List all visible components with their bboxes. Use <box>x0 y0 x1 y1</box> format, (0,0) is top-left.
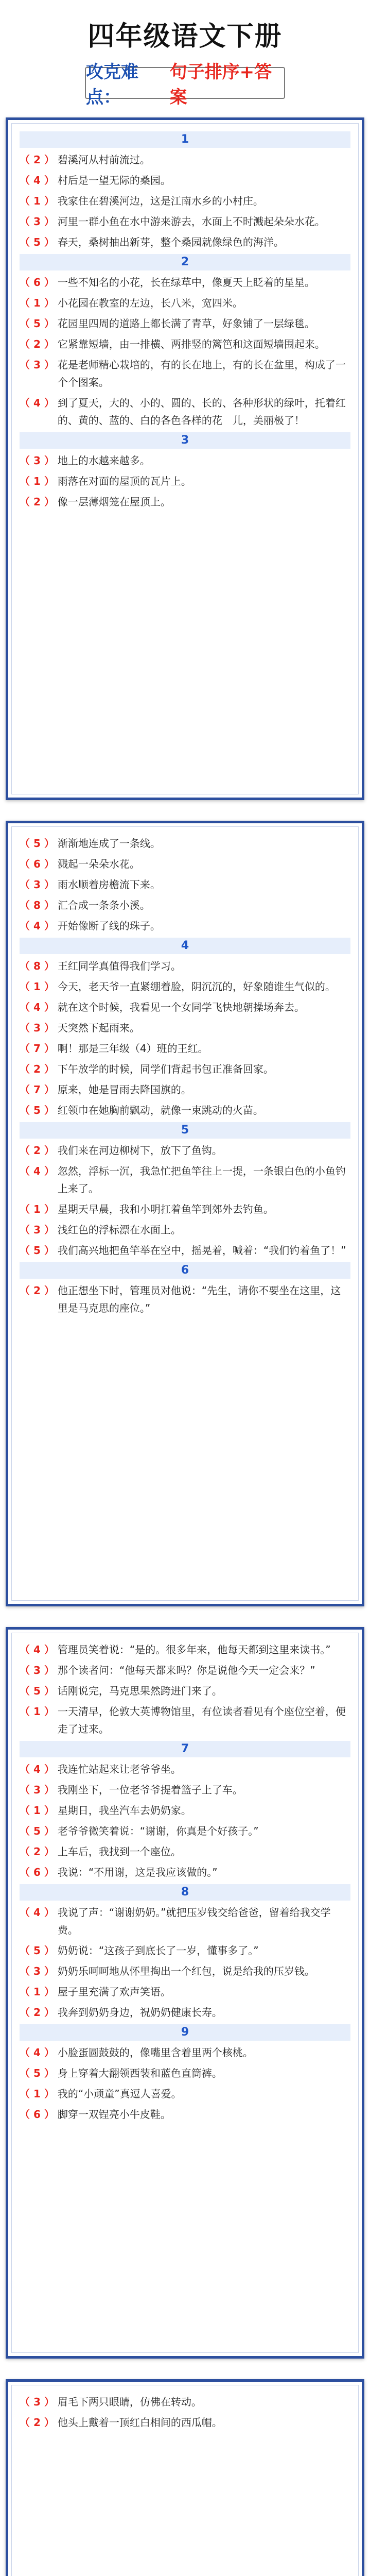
paren-close: ） <box>40 1705 55 1718</box>
paren-open: （ <box>20 1001 33 1013</box>
paren-close: ） <box>40 1906 55 1919</box>
sentence-text: 屋子里充满了欢声笑语。 <box>57 1986 171 1998</box>
paren-open: （ <box>20 1986 33 1998</box>
order-number: 3 <box>33 215 41 228</box>
paren-open: （ <box>20 837 33 850</box>
paren-open: （ <box>20 878 33 891</box>
paren-close: ） <box>40 297 55 309</box>
paren-close: ） <box>40 454 55 467</box>
paren-open: （ <box>20 1845 33 1858</box>
paren-open: （ <box>20 2006 33 2019</box>
order-number: 3 <box>33 2396 41 2408</box>
paren-open: （ <box>20 195 33 207</box>
paren-open: （ <box>20 1944 33 1957</box>
sentence-text: 脚穿一双锃亮小牛皮鞋。 <box>57 2108 171 2121</box>
order-number: 1 <box>33 297 41 309</box>
order-number: 1 <box>33 1986 41 1998</box>
order-number: 2 <box>33 2006 41 2019</box>
paren-open: （ <box>20 1825 33 1837</box>
sentence-text: 浅红色的浮标漂在水面上。 <box>57 1224 181 1236</box>
paren-close: ） <box>40 1284 55 1297</box>
order-number: 4 <box>33 1165 41 1177</box>
order-number: 7 <box>33 1083 41 1096</box>
order-number: 1 <box>33 195 41 207</box>
sentence-text: 小花园在教室的左边，长八米，宽四米。 <box>57 297 243 309</box>
paren-open: （ <box>20 1284 33 1297</box>
sentence-text: 下午放学的时候，同学们背起书包正准备回家。 <box>57 1063 274 1075</box>
sentence-text: 今天，老天爷一直紧绷着脸，阴沉沉的，好象随谁生气似的。 <box>57 980 336 993</box>
paren-open: （ <box>20 276 33 289</box>
sentence-text: 天突然下起雨来。 <box>57 1022 140 1034</box>
paren-open: （ <box>20 2088 33 2100</box>
paren-close: ） <box>40 397 55 409</box>
sentence-text: 那个读者问：“他每天都来吗？你是说他今天一定会来？” <box>57 1664 315 1676</box>
sentence-text: 我家住在碧溪河边，这是江南水乡的小村庄。 <box>57 195 263 207</box>
section-number: 2 <box>20 254 350 270</box>
paren-close: ） <box>40 1104 55 1116</box>
sentence-text: 河里一群小鱼在水中游来游去，水面上不时溅起朵朵水花。 <box>57 215 325 228</box>
sentence-text: 开始像断了线的珠子。 <box>57 920 161 932</box>
paren-open: （ <box>20 2416 33 2429</box>
sentence-text: 雨落在对面的屋顶的瓦片上。 <box>57 475 191 487</box>
paren-open: （ <box>20 1784 33 1796</box>
paren-open: （ <box>20 858 33 870</box>
paren-close: ） <box>40 1986 55 1998</box>
order-number: 1 <box>33 2088 41 2100</box>
paren-close: ） <box>40 1144 55 1157</box>
sentence-text: 啊！那是三年级（4）班的王红。 <box>57 1042 208 1055</box>
paren-open: （ <box>20 1042 33 1055</box>
order-number: 3 <box>33 454 41 467</box>
paren-open: （ <box>20 359 33 371</box>
section-number: 9 <box>20 2024 350 2041</box>
paren-close: ） <box>40 1643 55 1656</box>
paren-close: ） <box>40 1664 55 1676</box>
paren-close: ） <box>40 496 55 508</box>
sentence-text: 像一层薄烟笼在屋顶上。 <box>57 496 171 508</box>
sentence-text: 小脸蛋圆鼓鼓的，像嘴里含着里两个核桃。 <box>57 2046 253 2059</box>
paren-open: （ <box>20 1224 33 1236</box>
order-number: 5 <box>33 1104 41 1116</box>
paren-open: （ <box>20 1965 33 1977</box>
paren-close: ） <box>40 1224 55 1236</box>
paren-close: ） <box>40 276 55 289</box>
sentence-text: 春天，桑树抽出新芽，整个桑园就像绿色的海洋。 <box>57 236 284 248</box>
paren-open: （ <box>20 154 33 166</box>
sentence-text: 管理员笑着说：“是的。很多年来，他每天都到这里来读书。” <box>57 1643 331 1656</box>
paren-close: ） <box>40 174 55 187</box>
paren-close: ） <box>40 359 55 371</box>
paren-open: （ <box>20 1203 33 1215</box>
sentence-text: 星期日，我坐汽车去奶奶家。 <box>57 1804 191 1817</box>
paren-close: ） <box>40 2067 55 2079</box>
sentence-text: 就在这个时候，我看见一个女同学飞快地朝操场奔去。 <box>57 1001 305 1013</box>
section-number: 5 <box>20 1122 350 1139</box>
paren-close: ） <box>40 2416 55 2429</box>
sentence-text: 话刚说完，马克思果然跨进门来了。 <box>57 1685 222 1697</box>
paren-close: ） <box>40 2108 55 2121</box>
paren-close: ） <box>40 1001 55 1013</box>
paren-open: （ <box>20 1104 33 1116</box>
section-number: 6 <box>20 1262 350 1279</box>
paren-close: ） <box>40 1083 55 1096</box>
sentence-text: 星期天早晨，我和小明扛着鱼竿到郊外去钓鱼。 <box>57 1203 274 1215</box>
paren-open: （ <box>20 1906 33 1919</box>
order-number: 4 <box>33 397 41 409</box>
sentence-text: 我刚坐下，一位老爷爷提着篮子上了车。 <box>57 1784 243 1796</box>
order-number: 2 <box>33 338 41 350</box>
paren-open: （ <box>20 174 33 187</box>
paren-close: ） <box>40 1203 55 1215</box>
answer-panel-4 <box>6 2379 364 2576</box>
paren-close: ） <box>40 1063 55 1075</box>
order-number: 1 <box>33 1203 41 1215</box>
sentence-text: 上车后，我找到一个座位。 <box>57 1845 181 1858</box>
order-number: 3 <box>33 1664 41 1676</box>
subtitle-prefix: 攻克难点： <box>86 62 138 108</box>
order-number: 5 <box>33 2067 41 2079</box>
sentence-text: 花是老师精心栽培的，有的长在地上，有的长在盆里，构成了一个个图案。 <box>57 359 346 388</box>
paren-close: ） <box>40 920 55 932</box>
sentence-text: 他正想坐下时，管理员对他说：“先生，请你不要坐在这里，这里是马克思的座位。” <box>57 1284 341 1314</box>
paren-close: ） <box>40 2006 55 2019</box>
order-number: 5 <box>33 317 41 330</box>
sentence-text: 地上的水越来越多。 <box>57 454 150 467</box>
paren-open: （ <box>20 454 33 467</box>
order-number: 6 <box>33 1866 41 1878</box>
paren-close: ） <box>40 1965 55 1977</box>
order-number: 2 <box>33 154 41 166</box>
paren-close: ） <box>40 1763 55 1775</box>
paren-close: ） <box>40 2396 55 2408</box>
order-number: 3 <box>33 1965 41 1977</box>
subtitle-box <box>85 62 285 108</box>
paren-open: （ <box>20 980 33 993</box>
paren-open: （ <box>20 2108 33 2121</box>
paren-close: ） <box>40 1784 55 1796</box>
answer-panel-3 <box>6 1627 364 2359</box>
paren-open: （ <box>20 1866 33 1878</box>
sentence-text: 红领巾在她胸前飘动，就像一束跳动的火苗。 <box>57 1104 263 1116</box>
panel-inner-border <box>11 123 359 794</box>
paren-close: ） <box>40 1042 55 1055</box>
sentence-text: 我说了声：“谢谢奶奶。”就把压岁钱交给爸爸，留着给我交学费。 <box>57 1906 331 1936</box>
answer-panel-2 <box>6 821 364 1606</box>
paren-close: ） <box>40 1685 55 1697</box>
panel-inner-border <box>11 826 359 1601</box>
sentence-text: 身上穿着大翻领西装和蓝色直筒裤。 <box>57 2067 222 2079</box>
order-number: 3 <box>33 1784 41 1796</box>
paren-close: ） <box>40 215 55 228</box>
answer-panel-1 <box>6 117 364 800</box>
paren-open: （ <box>20 1083 33 1096</box>
paren-open: （ <box>20 236 33 248</box>
order-number: 4 <box>33 2046 41 2059</box>
order-number: 1 <box>33 475 41 487</box>
sentence-text: 老爷爷微笑着说：“谢谢，你真是个好孩子。” <box>57 1825 259 1837</box>
paren-open: （ <box>20 496 33 508</box>
sentence-text: 村后是一望无际的桑园。 <box>57 174 171 187</box>
paren-close: ） <box>40 236 55 248</box>
order-number: 4 <box>33 1906 41 1919</box>
paren-close: ） <box>40 475 55 487</box>
paren-close: ） <box>40 154 55 166</box>
order-number: 7 <box>33 1042 41 1055</box>
sentence-text: 一些不知名的小花，长在绿草中，像夏天上眨着的星星。 <box>57 276 315 289</box>
paren-open: （ <box>20 1664 33 1676</box>
paren-close: ） <box>40 1244 55 1257</box>
order-number: 4 <box>33 1643 41 1656</box>
paren-open: （ <box>20 899 33 911</box>
paren-open: （ <box>20 1763 33 1775</box>
sentence-text: 忽然，浮标一沉，我急忙把鱼竿往上一提，一条银白色的小鱼钓上来了。 <box>57 1165 346 1195</box>
paren-open: （ <box>20 1643 33 1656</box>
paren-close: ） <box>40 1866 55 1878</box>
paren-open: （ <box>20 2396 33 2408</box>
paren-open: （ <box>20 2046 33 2059</box>
paren-open: （ <box>20 1244 33 1257</box>
sentence-text: 我连忙站起来让老爷爷坐。 <box>57 1763 181 1775</box>
paren-close: ） <box>40 878 55 891</box>
order-number: 8 <box>33 960 41 972</box>
order-number: 2 <box>33 1144 41 1157</box>
paren-close: ） <box>40 960 55 972</box>
sentence-text: 到了夏天，大的、小的、圆的、长的、各种形状的绿叶，托着红的、黄的、蓝的、白的各色各样的花 儿，美丽极了！ <box>57 397 346 427</box>
panel-inner-border <box>11 1633 359 2353</box>
paren-close: ） <box>40 2088 55 2100</box>
sentence-text: 王红同学真值得我们学习。 <box>57 960 181 972</box>
sentence-text: 奶奶乐呵呵地从怀里掏出一个红包，说是给我的压岁钱。 <box>57 1965 315 1977</box>
order-number: 8 <box>33 899 41 911</box>
order-number: 5 <box>33 837 41 850</box>
paren-open: （ <box>20 1022 33 1034</box>
paren-close: ） <box>40 980 55 993</box>
sentence-text: 碧溪河从村前流过。 <box>57 154 150 166</box>
order-number: 4 <box>33 920 41 932</box>
sentence-text: 奶奶说：“这孩子到底长了一岁，懂事多了。” <box>57 1944 259 1957</box>
order-number: 4 <box>33 1763 41 1775</box>
section-number: 1 <box>20 131 350 148</box>
order-number: 5 <box>33 1244 41 1257</box>
sentence-text: 一天清早，伦敦大英博物馆里，有位读者看见有个座位空着，便走了过来。 <box>57 1705 346 1735</box>
order-number: 2 <box>33 496 41 508</box>
paren-close: ） <box>40 1022 55 1034</box>
sentence-text: 眉毛下两只眼睛，仿佛在转动。 <box>57 2396 202 2408</box>
sentence-text: 我们来在河边柳树下，放下了鱼钩。 <box>57 1144 222 1157</box>
section-number: 4 <box>20 938 350 954</box>
order-number: 2 <box>33 1063 41 1075</box>
order-number: 6 <box>33 2108 41 2121</box>
paren-close: ） <box>40 1804 55 1817</box>
sentence-text: 溅起一朵朵水花。 <box>57 858 140 870</box>
order-number: 4 <box>33 1001 41 1013</box>
sentence-text: 雨水顺着房檐流下来。 <box>57 878 161 891</box>
sentence-text: 我奔到奶奶身边，祝奶奶健康长寿。 <box>57 2006 222 2019</box>
order-number: 4 <box>33 174 41 187</box>
paren-close: ） <box>40 195 55 207</box>
order-number: 1 <box>33 1804 41 1817</box>
order-number: 3 <box>33 878 41 891</box>
sentence-text: 渐渐地连成了一条线。 <box>57 837 161 850</box>
paren-close: ） <box>40 317 55 330</box>
paren-open: （ <box>20 317 33 330</box>
order-number: 5 <box>33 1685 41 1697</box>
paren-open: （ <box>20 215 33 228</box>
paren-open: （ <box>20 397 33 409</box>
page-title: 四年级语文下册 <box>87 21 283 52</box>
sentence-text: 他头上戴着一顶红白相间的西瓜帽。 <box>57 2416 222 2429</box>
paren-open: （ <box>20 920 33 932</box>
paren-open: （ <box>20 1165 33 1177</box>
sentence-text: 我说：“不用谢，这是我应该做的。” <box>57 1866 218 1878</box>
paren-close: ） <box>40 1165 55 1177</box>
order-number: 2 <box>33 1845 41 1858</box>
paren-close: ） <box>40 837 55 850</box>
section-number: 8 <box>20 1884 350 1901</box>
paren-close: ） <box>40 1825 55 1837</box>
subtitle-suffix: 句子排序+答案 <box>169 62 272 108</box>
order-number: 2 <box>33 1284 41 1297</box>
paren-open: （ <box>20 960 33 972</box>
sentence-text: 原来，她是冒雨去降国旗的。 <box>57 1083 191 1096</box>
paren-open: （ <box>20 1685 33 1697</box>
paren-open: （ <box>20 2067 33 2079</box>
paren-open: （ <box>20 338 33 350</box>
paren-close: ） <box>40 1845 55 1858</box>
paren-close: ） <box>40 1944 55 1957</box>
order-number: 5 <box>33 1944 41 1957</box>
order-number: 5 <box>33 1825 41 1837</box>
paren-open: （ <box>20 1063 33 1075</box>
paren-open: （ <box>20 297 33 309</box>
order-number: 5 <box>33 236 41 248</box>
order-number: 2 <box>33 2416 41 2429</box>
sentence-text: 我们高兴地把鱼竿举在空中，摇晃着，喊着：“我们钓着鱼了！” <box>57 1244 346 1257</box>
sentence-text: 汇合成一条条小溪。 <box>57 899 150 911</box>
paren-open: （ <box>20 1705 33 1718</box>
header <box>0 0 370 118</box>
order-number: 1 <box>33 1705 41 1718</box>
order-number: 6 <box>33 858 41 870</box>
sentence-text: 花园里四周的道路上都长满了青草，好象铺了一层绿毯。 <box>57 317 315 330</box>
paren-close: ） <box>40 899 55 911</box>
panel-inner-border <box>11 2385 359 2576</box>
order-number: 3 <box>33 1224 41 1236</box>
paren-close: ） <box>40 858 55 870</box>
paren-open: （ <box>20 1144 33 1157</box>
section-number: 3 <box>20 432 350 449</box>
paren-close: ） <box>40 2046 55 2059</box>
sentence-text: 我的“小顽童”真逗人喜爱。 <box>57 2088 182 2100</box>
order-number: 3 <box>33 359 41 371</box>
paren-open: （ <box>20 1804 33 1817</box>
order-number: 6 <box>33 276 41 289</box>
section-number: 7 <box>20 1741 350 1757</box>
paren-open: （ <box>20 475 33 487</box>
sentence-text: 它紧靠短墙，由一排横、两排竖的篱笆和这面短墙围起来。 <box>57 338 325 350</box>
order-number: 1 <box>33 980 41 993</box>
paren-close: ） <box>40 338 55 350</box>
order-number: 3 <box>33 1022 41 1034</box>
